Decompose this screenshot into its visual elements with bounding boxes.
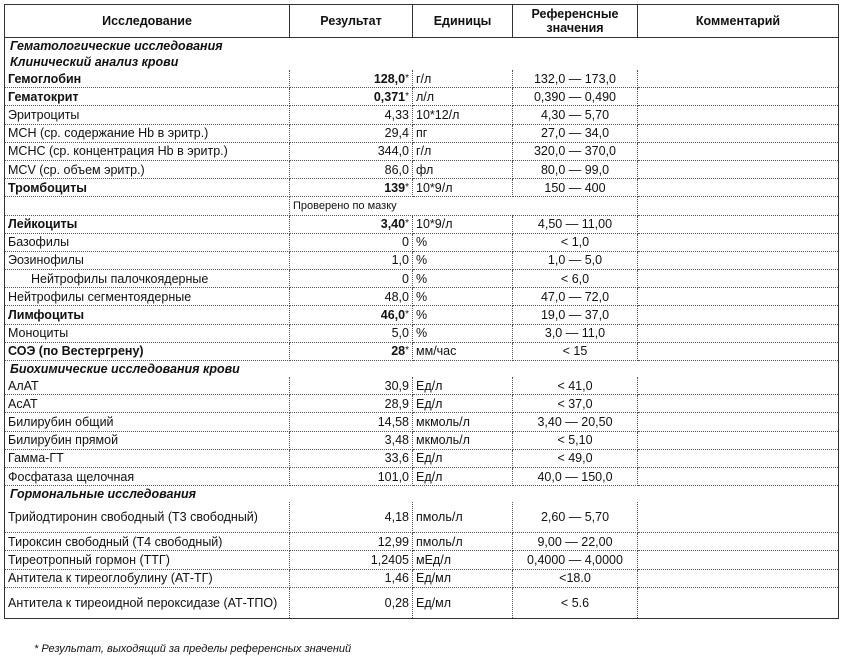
result-value: 1,2405 [370,552,409,567]
result-cell [290,288,413,306]
table-row [5,179,839,197]
comment-cell [638,551,839,569]
reference-cell: <18.0 [513,569,638,587]
result-value: 4,18 [384,510,409,525]
units-cell: г/л [413,70,513,88]
table-row [5,124,839,142]
result-cell [290,106,413,124]
note-comment [638,197,839,215]
lab-results-table [4,4,839,619]
result-value: 14,58 [377,414,409,429]
reference-cell: < 41,0 [513,377,638,395]
note-row [5,197,839,215]
footnote: * Результат, выходящий за пределы референсных значений [34,643,352,655]
result-cell [290,377,413,395]
units-cell: % [413,288,513,306]
comment-cell [638,106,839,124]
reference-cell: 150 — 400 [513,179,638,197]
reference-cell: 40,0 — 150,0 [513,467,638,485]
test-name: Тромбоциты [5,179,290,197]
test-name: Гамма-ГТ [5,449,290,467]
units-cell: мЕд/л [413,551,513,569]
section-header [5,486,839,503]
units-cell: пмоль/л [413,533,513,551]
result-cell [290,142,413,160]
reference-cell: 4,30 — 5,70 [513,106,638,124]
result-cell [290,306,413,324]
table-row [5,251,839,269]
comment-cell [638,569,839,587]
units-cell: 10*9/л [413,179,513,197]
result-value: 128,0 [373,71,406,86]
table-row [5,551,839,569]
table-body [5,38,839,619]
units-cell: % [413,270,513,288]
reference-cell: < 5.6 [513,587,638,618]
test-name: Нейтрофилы сегментоядерные [5,288,290,306]
reference-cell: < 37,0 [513,395,638,413]
note-empty [5,197,290,215]
comment-cell [638,160,839,178]
units-cell: % [413,306,513,324]
reference-cell: < 15 [513,342,638,360]
test-name: Тиреотропный гормон (ТТГ) [5,551,290,569]
result-value: 3,48 [384,433,409,448]
comment-cell [638,395,839,413]
table-row [5,431,839,449]
units-cell: 10*9/л [413,215,513,233]
units-cell: Ед/л [413,467,513,485]
comment-cell [638,587,839,618]
test-name: Базофилы [5,233,290,251]
table-row [5,324,839,342]
reference-cell: < 1,0 [513,233,638,251]
reference-cell: 19,0 — 37,0 [513,306,638,324]
table-row [5,106,839,124]
comment-cell [638,233,839,251]
units-cell: пг [413,124,513,142]
test-name: MCH (ср. содержание Hb в эритр.) [5,124,290,142]
table-row [5,88,839,106]
units-cell: пмоль/л [413,502,513,533]
out-of-range-marker: * [405,345,409,357]
result-value: 86,0 [384,162,409,177]
table-row [5,342,839,360]
comment-cell [638,467,839,485]
result-cell [290,251,413,269]
units-cell: Ед/л [413,377,513,395]
result-cell [290,179,413,197]
result-value: 33,6 [384,451,409,466]
result-cell [290,569,413,587]
result-cell [290,124,413,142]
test-name: Билирубин общий [5,413,290,431]
result-cell [290,233,413,251]
reference-cell: 320,0 — 370,0 [513,142,638,160]
table-row [5,533,839,551]
test-name: Эозинофилы [5,251,290,269]
section-title: Биохимические исследования крови [5,361,839,378]
comment-cell [638,431,839,449]
header-comment: Комментарий [638,5,839,38]
result-cell [290,160,413,178]
table-row [5,306,839,324]
table-row [5,449,839,467]
test-name: Гематокрит [5,88,290,106]
result-cell [290,551,413,569]
result-cell [290,270,413,288]
test-name: Билирубин прямой [5,431,290,449]
result-value: 1,46 [384,571,409,586]
reference-cell: 0,4000 — 4,0000 [513,551,638,569]
table-row [5,142,839,160]
units-cell: % [413,324,513,342]
table-row [5,413,839,431]
out-of-range-marker: * [405,72,409,84]
header-units: Единицы [413,5,513,38]
header-reference: Референсные значения [513,5,638,38]
result-value: 0 [402,271,409,286]
result-value: 28 [391,344,406,359]
reference-cell: 9,00 — 22,00 [513,533,638,551]
comment-cell [638,215,839,233]
units-cell: Ед/мл [413,569,513,587]
reference-cell: 3,0 — 11,0 [513,324,638,342]
section-title: Клинический анализ крови [5,54,839,70]
section-header [5,54,839,70]
result-cell [290,324,413,342]
test-name: Лейкоциты [5,215,290,233]
reference-cell: < 5,10 [513,431,638,449]
result-cell [290,533,413,551]
header-result: Результат [290,5,413,38]
reference-cell: < 6,0 [513,270,638,288]
reference-cell: 47,0 — 72,0 [513,288,638,306]
result-cell [290,449,413,467]
comment-cell [638,377,839,395]
result-cell [290,467,413,485]
reference-cell: 0,390 — 0,490 [513,88,638,106]
test-name: Лимфоциты [5,306,290,324]
result-value: 0 [402,235,409,250]
table-row [5,395,839,413]
comment-cell [638,502,839,533]
table-row [5,569,839,587]
test-name: Антитела к тиреоидной пероксидазе (АТ-ТПО) [5,587,290,618]
test-name: Гемоглобин [5,70,290,88]
result-value: 0,28 [384,595,409,610]
units-cell: г/л [413,142,513,160]
result-cell [290,413,413,431]
reference-cell: 1,0 — 5,0 [513,251,638,269]
result-cell [290,70,413,88]
result-cell [290,587,413,618]
comment-cell [638,413,839,431]
table-row [5,502,839,533]
table-row [5,270,839,288]
header-test: Исследование [5,5,290,38]
result-value: 12,99 [377,534,409,549]
test-name: MCV (ср. объем эритр.) [5,160,290,178]
units-cell: л/л [413,88,513,106]
table-row [5,160,839,178]
result-value: 1,0 [391,253,409,268]
units-cell: Ед/мл [413,587,513,618]
table-row [5,215,839,233]
comment-cell [638,306,839,324]
comment-cell [638,142,839,160]
test-name: СОЭ (по Вестергрену) [5,342,290,360]
result-value: 30,9 [384,378,409,393]
note-text: Проверено по мазку [290,197,638,215]
out-of-range-marker: * [405,309,409,321]
units-cell: фл [413,160,513,178]
result-cell [290,88,413,106]
test-name: Фосфатаза щелочная [5,467,290,485]
table-row [5,288,839,306]
result-value: 0,371 [373,89,406,104]
comment-cell [638,179,839,197]
reference-cell: 27,0 — 34,0 [513,124,638,142]
section-title: Гематологические исследования [5,38,839,55]
section-header [5,38,839,55]
test-name: Антитела к тиреоглобулину (АТ-ТГ) [5,569,290,587]
comment-cell [638,251,839,269]
comment-cell [638,342,839,360]
result-value: 29,4 [384,126,409,141]
test-name: Тироксин свободный (Т4 свободный) [5,533,290,551]
comment-cell [638,88,839,106]
comment-cell [638,449,839,467]
test-name: MCHC (ср. концентрация Hb в эритр.) [5,142,290,160]
result-value: 46,0 [380,308,406,323]
test-name: АсАТ [5,395,290,413]
table-row [5,70,839,88]
comment-cell [638,70,839,88]
units-cell: % [413,251,513,269]
section-header [5,361,839,378]
units-cell: Ед/л [413,395,513,413]
out-of-range-marker: * [405,181,409,193]
result-value: 4,33 [384,107,409,122]
table-header-row [5,5,839,38]
test-name: Эритроциты [5,106,290,124]
comment-cell [638,533,839,551]
reference-cell: 80,0 — 99,0 [513,160,638,178]
table-row [5,587,839,618]
comment-cell [638,270,839,288]
test-name: Трийодтиронин свободный (Т3 свободный) [5,502,290,533]
reference-cell: < 49,0 [513,449,638,467]
comment-cell [638,124,839,142]
out-of-range-marker: * [405,218,409,230]
result-value: 3,40 [380,217,406,232]
reference-cell: 4,50 — 11,00 [513,215,638,233]
out-of-range-marker: * [405,90,409,102]
section-title: Гормональные исследования [5,486,839,503]
test-name: Моноциты [5,324,290,342]
units-cell: % [413,233,513,251]
table-row [5,233,839,251]
result-value: 48,0 [384,289,409,304]
test-name: Нейтрофилы палочкоядерные [5,270,290,288]
result-cell [290,342,413,360]
units-cell: мм/час [413,342,513,360]
reference-cell: 132,0 — 173,0 [513,70,638,88]
result-value: 5,0 [391,326,409,341]
units-cell: 10*12/л [413,106,513,124]
result-value: 101,0 [377,469,409,484]
result-value: 28,9 [384,396,409,411]
reference-cell: 3,40 — 20,50 [513,413,638,431]
result-value: 139 [384,180,406,195]
table-row [5,377,839,395]
reference-cell: 2,60 — 5,70 [513,502,638,533]
result-cell [290,502,413,533]
units-cell: мкмоль/л [413,413,513,431]
result-value: 344,0 [377,144,409,159]
comment-cell [638,324,839,342]
comment-cell [638,288,839,306]
units-cell: Ед/л [413,449,513,467]
table-row [5,467,839,485]
test-name: АлАТ [5,377,290,395]
result-cell [290,431,413,449]
result-cell [290,395,413,413]
result-cell [290,215,413,233]
units-cell: мкмоль/л [413,431,513,449]
